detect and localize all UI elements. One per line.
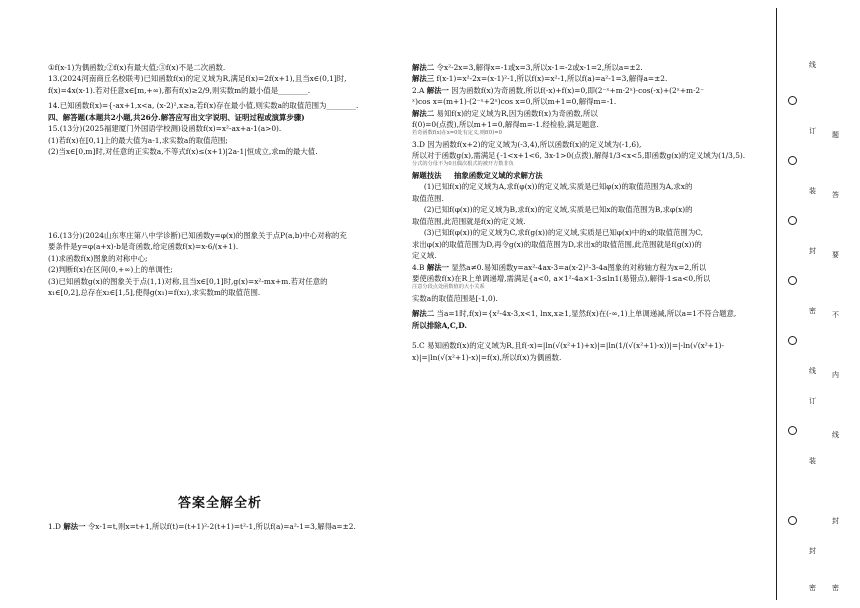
right-line: x)|=|ln(√(x²+1)-x)|=f(x),所以f(x)为偶函数. <box>412 352 562 362</box>
left-line: f(x)=4x(x-1).若对任意x∈[m,+∞),都有f(x)≥2/9,则实数m的最小值是________. <box>48 85 311 95</box>
annotation-note: 分式的分母不为0且偶次根式的被开方数非负 <box>412 160 514 167</box>
annotation-note: 注意分段点处函数值的大小关系 <box>412 283 485 290</box>
answer-solution-1 <box>48 521 381 532</box>
binding-circle <box>788 96 797 105</box>
right-line <box>412 170 755 181</box>
left-line: x₁∈[0,2],总存在x₂∈[1,5],使得g(x₁)=f(x₂),求实数m的取值范围. <box>48 288 261 298</box>
right-line <box>412 62 755 73</box>
answer-text: 令x-1=t,则x=t+1,所以f(t)=(t+1)²-2(t+1)=t²-1,所以f(a)=a²-1=3,解得a=±2. <box>87 522 356 531</box>
binding-circle <box>788 276 797 285</box>
binding-char: 题 <box>832 131 839 139</box>
right-line: 要使函数f(x)在R上单调递增,需满足{a<0, a×1²-4a×1-3≤ln1(易错点),解得-1≤a<0,所以 <box>412 274 711 284</box>
right-line: 所以对于函数g(x),需满足{-1<x+1<6, 3x-1>0(点拨),解得1/3<x<5,即函数g(x)的定义域为(1/3,5). <box>412 151 746 161</box>
section-heading: 四、解答题(本题共2小题,共26分.解答应写出文字说明、证明过程或演算步骤) <box>48 112 305 122</box>
right-line: 取值范围. <box>412 193 444 203</box>
binding-circle <box>788 426 797 435</box>
left-line: ①f(x-1)为偶函数;②f(x)有最大值;③f(x)不是二次函数. <box>48 63 226 72</box>
left-line: 要条件是y=φ(a+x)-b是奇函数,给定函数f(x)=x-6/(x+1). <box>48 242 239 252</box>
method-label: 解法二 <box>412 309 435 319</box>
left-line: (1)若f(x)在[0,1]上的最大值为a-1,求实数a的取值范围; <box>48 135 228 145</box>
right-line: 取值范围,此范围就是f(x)的定义域. <box>412 216 526 226</box>
left-line: (3)已知函数g(x)的图象关于点(1,1)对称,且当x∈[0,1]时,g(x)=x²-mx+m.若对任意的 <box>48 276 328 286</box>
right-line <box>412 108 755 119</box>
answer-number: 5.C <box>412 341 425 351</box>
right-line: (1)已知f(x)的定义域为A,求f(φ(x))的定义域,实质是已知φ(x)的取值范围为A,求x的 <box>423 182 693 192</box>
binding-char: 线 <box>809 367 816 375</box>
method-label: 解法一 <box>63 522 86 531</box>
left-line: 15.(13分)(2025福建厦门外国语学校测)设函数f(x)=x²-ax+a-1(a>0). <box>48 124 282 134</box>
method-label: 解法二 <box>412 108 435 118</box>
binding-char: 不 <box>832 311 839 319</box>
binding-char: 密 <box>832 584 839 592</box>
right-text: 易知函数f(x)的定义域为R,且f(-x)=|ln(√(x²+1)+x)|=|ln(1/(√(x²+1)-x))|=|-ln(√(x²+1)- <box>427 341 725 351</box>
binding-circle <box>788 336 797 345</box>
right-line: (2)已知f(φ(x))的定义域为B,求f(x)的定义域,实质是已知x的取值范围为B,求φ(x)的 <box>423 205 693 215</box>
technique-heading: 解题技法 <box>412 170 442 180</box>
binding-char: 要 <box>832 251 839 259</box>
right-line <box>412 308 755 319</box>
right-line <box>412 340 755 351</box>
answer-number: 1.D <box>48 522 61 531</box>
right-line: (3)已知f(φ(x))的定义域为C,求f(g(x))的定义域,实质是已知φ(x)中的x的取值范围为C, <box>423 228 703 238</box>
method-label: 解法一 <box>426 85 449 95</box>
right-text: 因为函数f(x+2)的定义域为(-3,4),所以函数f(x)的定义域为(-1,6), <box>427 139 642 149</box>
method-label: 解法一 <box>426 262 450 272</box>
left-line: 14.已知函数f(x)={-ax+1,x<a, (x-2)²,x≥a,若f(x)存在最小值,则实数a的取值范围为________. <box>48 101 359 111</box>
answer-heading: 答案全解全析 <box>178 496 263 511</box>
annotation-note: 若奇函数f(x)在x=0处有定义,则f(0)=0 <box>412 129 502 136</box>
answer-number: 2.A <box>412 85 425 95</box>
right-line: f(0)=0(点拨),所以m+1=0,解得m=-1.经检验,满足题意. <box>412 120 599 130</box>
binding-char: 密 <box>809 584 816 592</box>
answer-number: 3.D <box>412 139 425 149</box>
right-line <box>412 262 755 273</box>
binding-char: 内 <box>832 371 839 379</box>
right-text: 因为函数f(x)为奇函数,所以f(-x)+f(x)=0,即(2⁻ˣ+m·2ˣ)·cos(-x)+(2ˣ+m·2⁻ <box>451 85 705 95</box>
right-line: 实数a的取值范围是[-1,0). <box>412 293 498 303</box>
binding-char: 装 <box>809 187 816 195</box>
right-text: f(x-1)=x²-2x=(x-1)²-1,所以f(x)=x²-1,所以f(a)=a²-1=3,解得a=±2. <box>436 74 668 84</box>
binding-line <box>776 8 777 600</box>
right-text: 显然a≠0.易知函数y=ax²-4ax-3=a(x-2)²-3-4a图象的对称轴方程为x=2,所以 <box>451 262 707 272</box>
binding-margin <box>784 38 852 598</box>
answer-number: 4.B <box>412 262 425 272</box>
right-line <box>412 139 755 150</box>
right-column <box>412 62 755 363</box>
binding-circle <box>788 516 797 525</box>
binding-circle <box>788 216 797 225</box>
answer-space <box>48 158 381 230</box>
binding-char: 线 <box>832 431 839 439</box>
right-line: ˣ)cos x=(m+1)·(2⁻ˣ+2ˣ)cos x=0,所以m+1=0,解得m=-1. <box>412 97 617 107</box>
right-line: 所以排除A,C,D. <box>412 320 467 330</box>
binding-char: 封 <box>832 517 839 525</box>
right-line <box>412 73 755 84</box>
method-label: 解法二 <box>412 63 435 72</box>
technique-title: 抽象函数定义域的求解方法 <box>453 170 543 180</box>
right-line: 定义域. <box>412 251 437 261</box>
left-column <box>48 62 381 299</box>
binding-char: 封 <box>809 547 816 555</box>
binding-char: 装 <box>809 457 816 465</box>
right-text: 令x²-2x=3,解得x=-1或x=3,所以x-1=-2或x-1=2,所以a=±2. <box>436 63 643 72</box>
binding-char: 线 <box>809 61 816 69</box>
left-line: (1)求函数f(x)图象的对称中心; <box>48 253 148 263</box>
left-line: (2)判断f(x)在区间(0,+∞)上的单调性; <box>48 265 173 275</box>
binding-circle <box>788 156 797 165</box>
binding-char: 密 <box>809 307 816 315</box>
answer-line <box>48 521 381 532</box>
right-text: 易知f(x)的定义域为R,因为函数f(x)为奇函数,所以 <box>436 108 598 118</box>
binding-char: 答 <box>832 191 839 199</box>
binding-char: 订 <box>809 397 816 405</box>
method-label: 解法三 <box>412 74 435 84</box>
right-text: 当a=1时,f(x)={x²-4x-3,x<1, lnx,x≥1,显然f(x)在(-∞,1)上单调递减,所以a=1不符合题意, <box>436 309 737 319</box>
left-line: 16.(13分)(2024山东枣庄第八中学诊断)已知函数y=φ(x)的图象关于点P(a,b)中心对称的充 <box>48 230 347 240</box>
binding-char: 封 <box>809 247 816 255</box>
right-line: 求出φ(x)的取值范围为D,再令g(x)的取值范围为D,求出x的取值范围,此范围就是f(g(x))的 <box>412 239 702 249</box>
left-line: 13.(2024河南商丘名校联考)已知函数f(x)的定义域为R,满足f(x)=2f(x+1),且当x∈(0,1]时, <box>48 74 347 84</box>
left-line: (2)当x∈[0,m]时,对任意的正实数a,不等式f(x)≤(x+1)|2a-1|恒成立,求m的最大值. <box>48 147 318 157</box>
right-line <box>412 85 755 96</box>
binding-char: 订 <box>809 127 816 135</box>
